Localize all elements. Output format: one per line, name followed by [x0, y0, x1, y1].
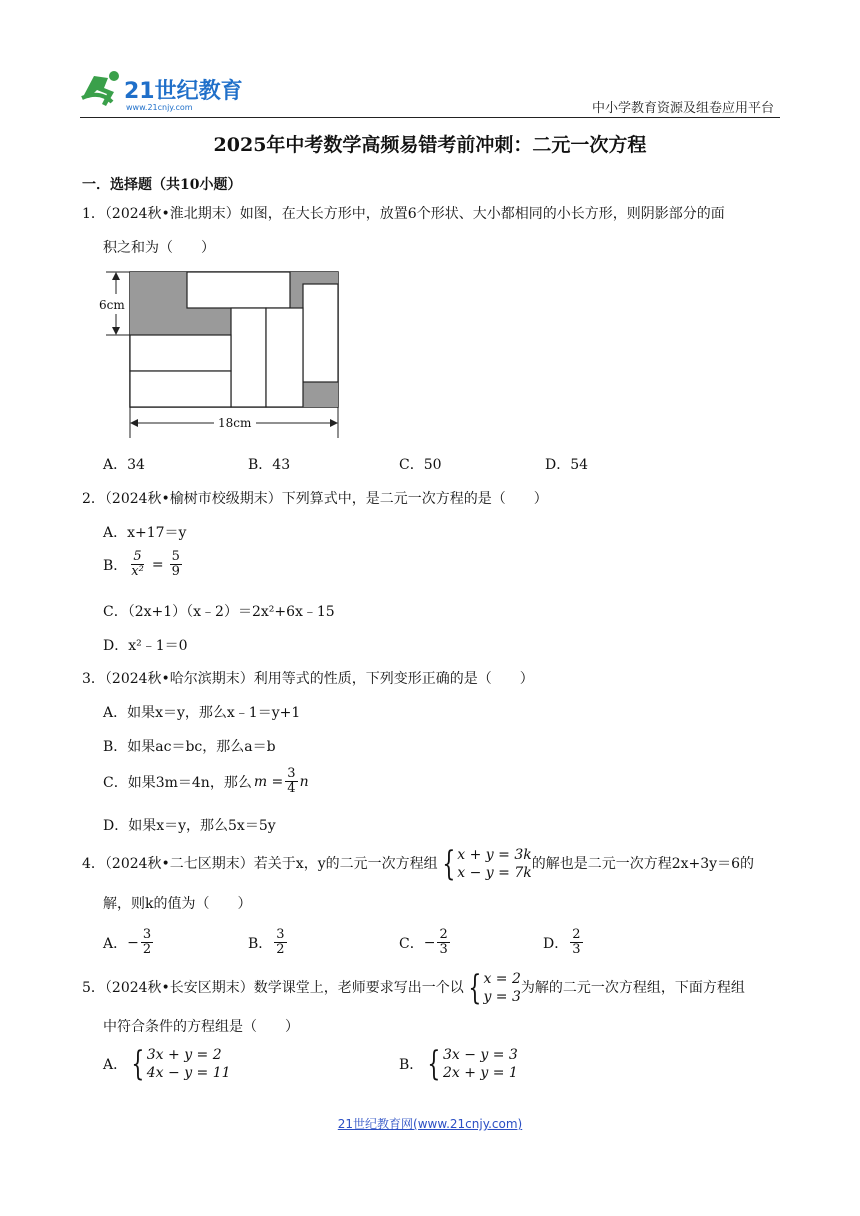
section-heading: 一．选择题（共10小题） — [82, 177, 242, 193]
q5-stem-a: 5．（2024秋•长安区期末）数学课堂上，老师要求写出一个以 — [82, 980, 464, 996]
q5-option-a — [103, 1046, 231, 1082]
small-rect-2 — [303, 284, 338, 382]
q5-solution-system: { x = 2 y = 3 — [468, 968, 521, 1008]
q4-option-c: C． − $\frac{2}{3}$ — [399, 927, 448, 957]
small-rect-1 — [187, 272, 290, 308]
question-1-line2: 积之和为（ ） — [103, 240, 215, 256]
q5-stem-b: 为解的二元一次方程组，下面方程组 — [520, 980, 745, 996]
question-5-line1 — [82, 970, 745, 1006]
header-divider — [80, 117, 780, 118]
q2-option-d: D．x²﹣1＝0 — [103, 638, 188, 654]
q1-option-c: C．50 — [399, 457, 442, 473]
runner-logo-icon — [80, 68, 250, 114]
small-rect-5 — [130, 335, 231, 371]
site-logo — [80, 68, 250, 114]
q3-c-var: n — [299, 773, 309, 790]
shaded-region-right-bottom — [303, 382, 338, 407]
q3-option-d: D．如果x＝y，那么5x＝5y — [103, 818, 276, 834]
question-1-figure — [96, 266, 346, 444]
q5-option-b-label: B． — [399, 1057, 424, 1073]
dimension-label-width: 18cm — [218, 416, 252, 430]
q4-stem-a: 4．（2024秋•二七区期末）若关于x，y的二元一次方程组 — [82, 856, 438, 872]
q4-option-a: A． − $\frac{3}{2}$ — [103, 927, 152, 957]
question-2-stem: 2．（2024秋•榆树市校级期末）下列算式中，是二元一次方程的是（ ） — [82, 491, 548, 507]
q3-option-a: A．如果x＝y，那么x﹣1＝y+1 — [103, 705, 301, 721]
q4-option-d: D． $\frac{2}{3}$ — [543, 927, 581, 957]
footer-link[interactable]: 21世纪教育网(www.21cnjy.com) — [337, 1117, 523, 1131]
q1-option-b: B．43 — [248, 457, 291, 473]
q2-fraction-2: $\frac{5}{9}$ — [171, 549, 180, 579]
small-rect-3 — [231, 308, 266, 407]
logo-subtext: www.21cnjy.com — [126, 103, 193, 112]
question-5-line2: 中符合条件的方程组是（ ） — [103, 1019, 299, 1035]
q2-equals: = — [151, 556, 164, 573]
dimension-label-height: 6cm — [99, 298, 125, 312]
q2-option-c: C．（2x+1）（x﹣2）＝2x²+6x﹣15 — [103, 604, 335, 620]
small-rect-4 — [266, 308, 303, 407]
q5-option-a-system: { 3x + y = 2 4x − y = 11 — [131, 1044, 231, 1084]
q2-option-b-label: B． — [103, 557, 128, 574]
q3-c-lhs: m = — [253, 773, 284, 790]
q5-option-b — [399, 1046, 518, 1082]
q5-option-a-label: A． — [103, 1057, 128, 1073]
q4-option-b: B． $\frac{3}{2}$ — [248, 927, 285, 957]
q2-option-a: A．x+17＝y — [103, 525, 187, 541]
question-1-line1: 1．（2024秋•淮北期末）如图，在大长方形中，放置6个形状、大小都相同的小长方形，则阴影部分的面 — [82, 206, 725, 222]
q3-option-c — [103, 767, 309, 796]
shaded-region-left — [130, 272, 187, 335]
q2-option-b — [103, 550, 184, 579]
page-title: 2025年中考数学高频易错考前冲刺：二元一次方程 — [213, 134, 647, 156]
q4-stem-b: 的解也是二元一次方程2x+3y＝6的 — [531, 856, 754, 872]
q2-fraction-1: $\frac{5}{\text{x²}}$ — [131, 549, 144, 579]
logo-text: 21世纪教育 — [124, 79, 243, 104]
q3-option-b: B．如果ac＝bc，那么a＝b — [103, 739, 276, 755]
q3-c-fraction: $\frac{3}{4}$ — [287, 766, 296, 796]
question-4-line2: 解，则k的值为（ ） — [103, 896, 252, 912]
question-4-line1 — [82, 846, 754, 882]
q4-equation-system: { x + y = 3k x − y = 7k — [441, 844, 532, 884]
q5-option-b-system: { 3x − y = 3 2x + y = 1 — [427, 1044, 518, 1084]
question-3-stem: 3．（2024秋•哈尔滨期末）利用等式的性质，下列变形正确的是（ ） — [82, 671, 534, 687]
q1-option-a: A．34 — [103, 457, 145, 473]
q1-option-d: D．54 — [545, 457, 589, 473]
shaded-region-right-strip — [290, 272, 303, 308]
small-rect-6 — [130, 371, 231, 407]
header-platform-text: 中小学教育资源及组卷应用平台 — [591, 101, 774, 116]
q4-options — [103, 928, 603, 962]
q3-option-c-text: C．如果3m＝4n，那么 — [103, 774, 252, 791]
